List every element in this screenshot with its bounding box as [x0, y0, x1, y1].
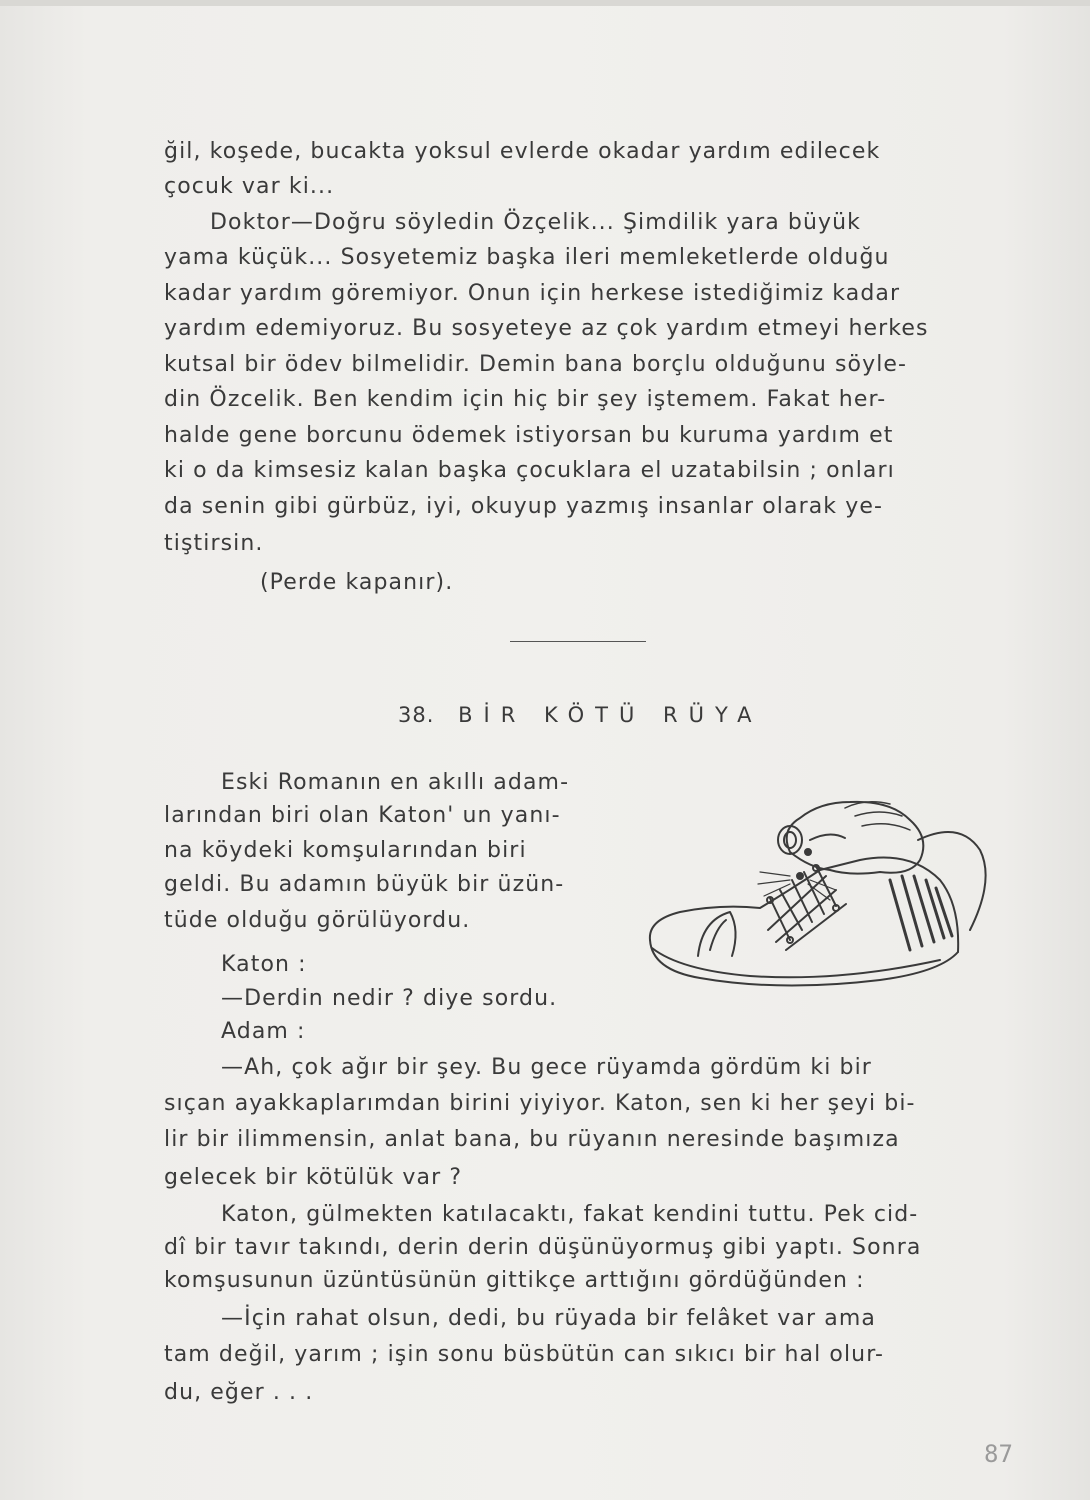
text-line: çocuk var ki...	[164, 174, 335, 199]
text-line: larından biri olan Katon' un yanı-	[164, 803, 561, 828]
text-line: gelecek bir kötülük var ?	[164, 1165, 463, 1190]
text-line: da senin gibi gürbüz, iyi, okuyup yazmış insanlar olarak ye-	[164, 494, 884, 519]
text-line: tüde olduğu görülüyordu.	[164, 908, 471, 933]
text-line: yardım edemiyoruz. Bu sosyeteye az çok yardım etmeyi herkes	[164, 316, 929, 341]
section-title	[398, 703, 763, 727]
text-line: dî bir tavır takındı, derin derin düşünüyormuş gibi yaptı. Sonra	[164, 1235, 922, 1260]
text-line: ğil, koşede, bucakta yoksul evlerde okadar yardım edilecek	[164, 139, 881, 164]
text-line: Adam :	[221, 1019, 306, 1044]
text-line: du, eğer . . .	[164, 1380, 314, 1405]
text-line: Katon :	[221, 952, 307, 977]
section-title-text: BİR KÖTÜ RÜYA	[458, 703, 763, 727]
text-line: yama küçük... Sosyetemiz başka ileri memleketlerde olduğu	[164, 245, 890, 270]
text-line: na köydeki komşularından biri	[164, 838, 527, 863]
section-number: 38.	[398, 703, 435, 727]
text-line: Doktor—Doğru söyledin Özçelik... Şimdilik yara büyük	[210, 210, 862, 235]
page-top-edge	[0, 0, 1090, 6]
text-line: tiştirsin.	[164, 531, 264, 556]
text-line: ki o da kimsesiz kalan başka çocuklara el uzatabilsin ; onları	[164, 458, 895, 483]
text-line: —Derdin nedir ? diye sordu.	[221, 986, 558, 1011]
section-divider	[510, 641, 646, 642]
text-line: kadar yardım göremiyor. Onun için herkese istediğimiz kadar	[164, 281, 901, 306]
text-line: Katon, gülmekten katılacaktı, fakat kendini tuttu. Pek cid-	[221, 1202, 919, 1227]
text-line: Eski Romanın en akıllı adam-	[221, 770, 570, 795]
text-line: komşusunun üzüntüsünün gittikçe arttığını gördüğünden :	[164, 1268, 865, 1293]
text-line: tam değil, yarım ; işin sonu büsbütün can sıkıcı bir hal olur-	[164, 1342, 884, 1367]
text-line: sıçan ayakkaplarımdan birini yiyiyor. Katon, sen ki her şeyi bi-	[164, 1091, 916, 1116]
text-line: lir bir ilimmensin, anlat bana, bu rüyanın neresinde başımıza	[164, 1127, 900, 1152]
text-line: kutsal bir ödev bilmelidir. Demin bana borçlu olduğunu söyle-	[164, 352, 908, 377]
stage-direction: (Perde kapanır).	[260, 570, 454, 595]
text-line: —İçin rahat olsun, dedi, bu rüyada bir felâket var ama	[221, 1306, 876, 1331]
text-line: geldi. Bu adamın büyük bir üzün-	[164, 872, 565, 897]
page-number: 87	[984, 1440, 1013, 1468]
text-line: din Özcelik. Ben kendim için hiç bir şey iştemem. Fakat her-	[164, 387, 887, 412]
text-line: —Ah, çok ağır bir şey. Bu gece rüyamda gördüm ki bir	[221, 1055, 872, 1080]
mouse-in-shoe-icon	[640, 780, 1000, 1010]
text-line: halde gene borcunu ödemek istiyorsan bu kuruma yardım et	[164, 423, 894, 448]
